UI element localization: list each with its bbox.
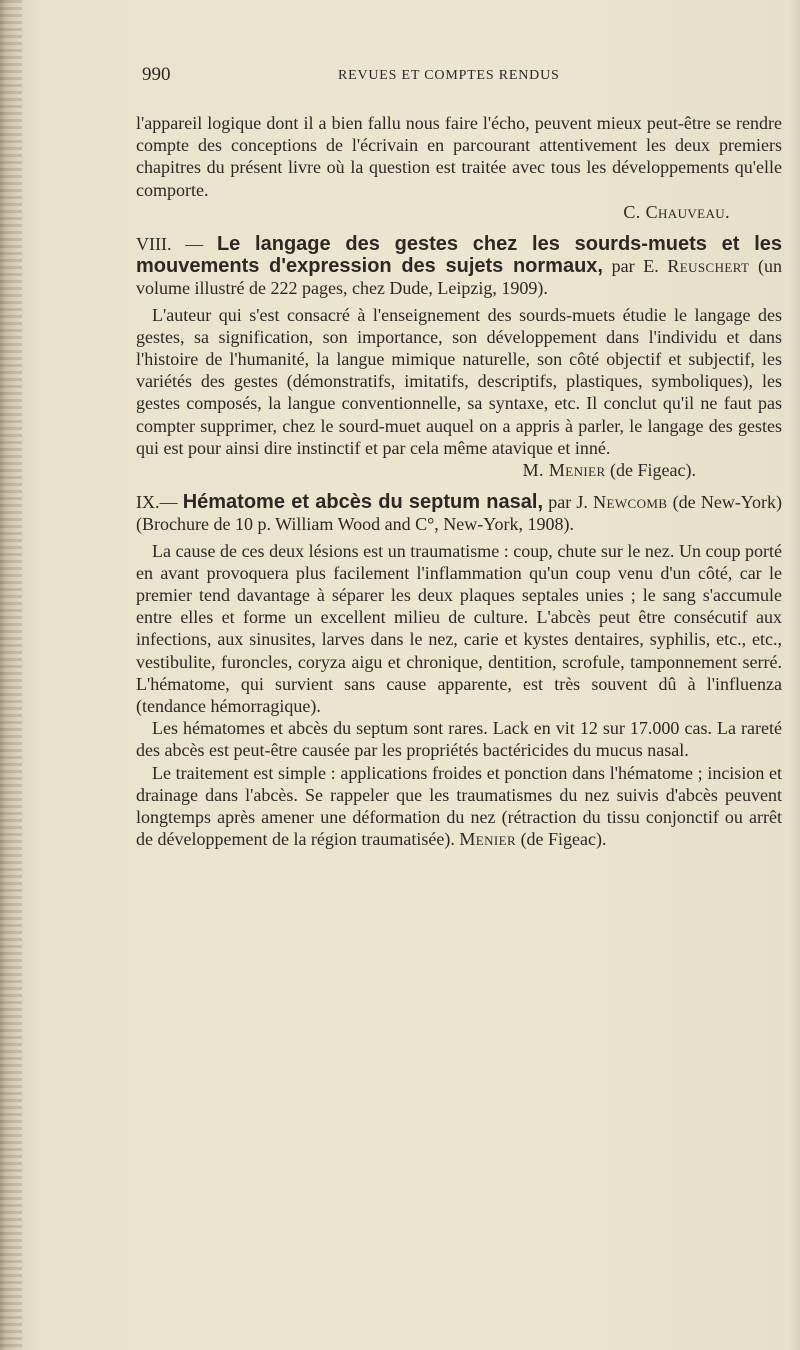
- paragraph-ix-treatment: [136, 762, 782, 851]
- section-number: VIII. —: [136, 234, 217, 255]
- running-head: REVUES ET COMPTES RENDUS: [338, 68, 560, 83]
- signature-name: Menier: [459, 829, 517, 850]
- section-by: par J.: [543, 492, 594, 513]
- page-number: 990: [142, 64, 171, 85]
- signature-name: C. Chauveau.: [623, 201, 730, 222]
- section-publication: (de New-York) (Brochure de 10 p. William Wood and C°, New-York, 1908).: [136, 492, 782, 535]
- section-by: par E.: [602, 256, 668, 277]
- paragraph-intro: l'appareil logique dont il a bien fallu nous faire l'écho, peuvent mieux peut-être se rendre compte des conceptions de l'écrivain en parcourant attentivement les deux premiers chapitres du présent livre où la question est traitée avec tous les développements qu'elle comporte.: [136, 113, 782, 200]
- section-heading-viii: [136, 233, 782, 300]
- paragraph-ix-rarity: Les hématomes et abcès du septum sont rares. Lack en vit 12 sur 17.000 cas. La rareté des abcès est peut-être causée par les propriétés bactéricides du mucus nasal.: [136, 718, 782, 761]
- signature-menier-1: [136, 459, 782, 481]
- page-header: [142, 64, 782, 94]
- section-title: Le langage des gestes chez les sourds-muets et les mouvements d'expression des sujets normaux,: [136, 233, 782, 278]
- signature-place: (de Figeac).: [605, 460, 696, 481]
- section-author: Reuschert: [667, 256, 750, 277]
- section-number: IX.—: [136, 492, 183, 513]
- section-heading-ix: [136, 491, 782, 535]
- signature-chauveau: [136, 201, 782, 223]
- section-author: Newcomb: [593, 492, 668, 513]
- page-gutter-shadow: [0, 0, 22, 1350]
- section-publication: (un volume illustré de 222 pages, chez Dude, Leipzig, 1909).: [136, 256, 782, 299]
- signature-place: (de Figeac).: [516, 829, 607, 850]
- signature-name: M. Menier: [522, 460, 606, 481]
- paragraph-ix-cause: La cause de ces deux lésions est un traumatisme : coup, chute sur le nez. Un coup porté en avant provoquera plus facilement l'inflammation qu'un coup venu d'un côté, car le premier tend davantage à séparer les deux plaques septales unies ; le sang s'accumule entre elles et forme un excellent milieu de culture. L'abcès peut être consécutif aux infections, aux sinusites, larves dans le nez, carie et kystes dentaires, syphilis, etc., etc., vestibulite, furoncles, coryza aigu et chronique, dentition, scrofule, tamponnement serré. L'hématome, qui survient sans cause apparente, est très souvent dû à l'influenza (tendance hémorragique).: [136, 540, 782, 717]
- paragraph-viii-body: L'auteur qui s'est consacré à l'enseignement des sourds-muets étudie le langage des gestes, sa signification, son importance, son développement dans l'individu et dans l'histoire de l'humanité, la langue mimique naturelle, son côté objectif et subjectif, les variétés des gestes (démonstratifs, imitatifs, descriptifs, plastiques, symboliques), les gestes composés, la langue conventionnelle, sa syntaxe, etc. Il conclut qu'il ne faut pas compter supprimer, chez le sourd-muet auquel on a appris à parler, le langage des gestes qui est pour ainsi dire instinctif et par cela même atavique et inné.: [136, 304, 782, 458]
- page-edge: [790, 0, 800, 1350]
- page-body: [136, 112, 782, 851]
- section-title: Hématome et abcès du septum nasal,: [182, 491, 544, 514]
- paragraph-text: Le traitement est simple : applications froides et ponction dans l'hématome ; incision et drainage dans l'abcès. Se rappeler que les traumatismes du nez suivis d'abcès peuvent longtemps après amener une déformation du nez (rétraction du tissu conjonctif ou arrêt de développement de la région traumatisée).: [136, 762, 782, 850]
